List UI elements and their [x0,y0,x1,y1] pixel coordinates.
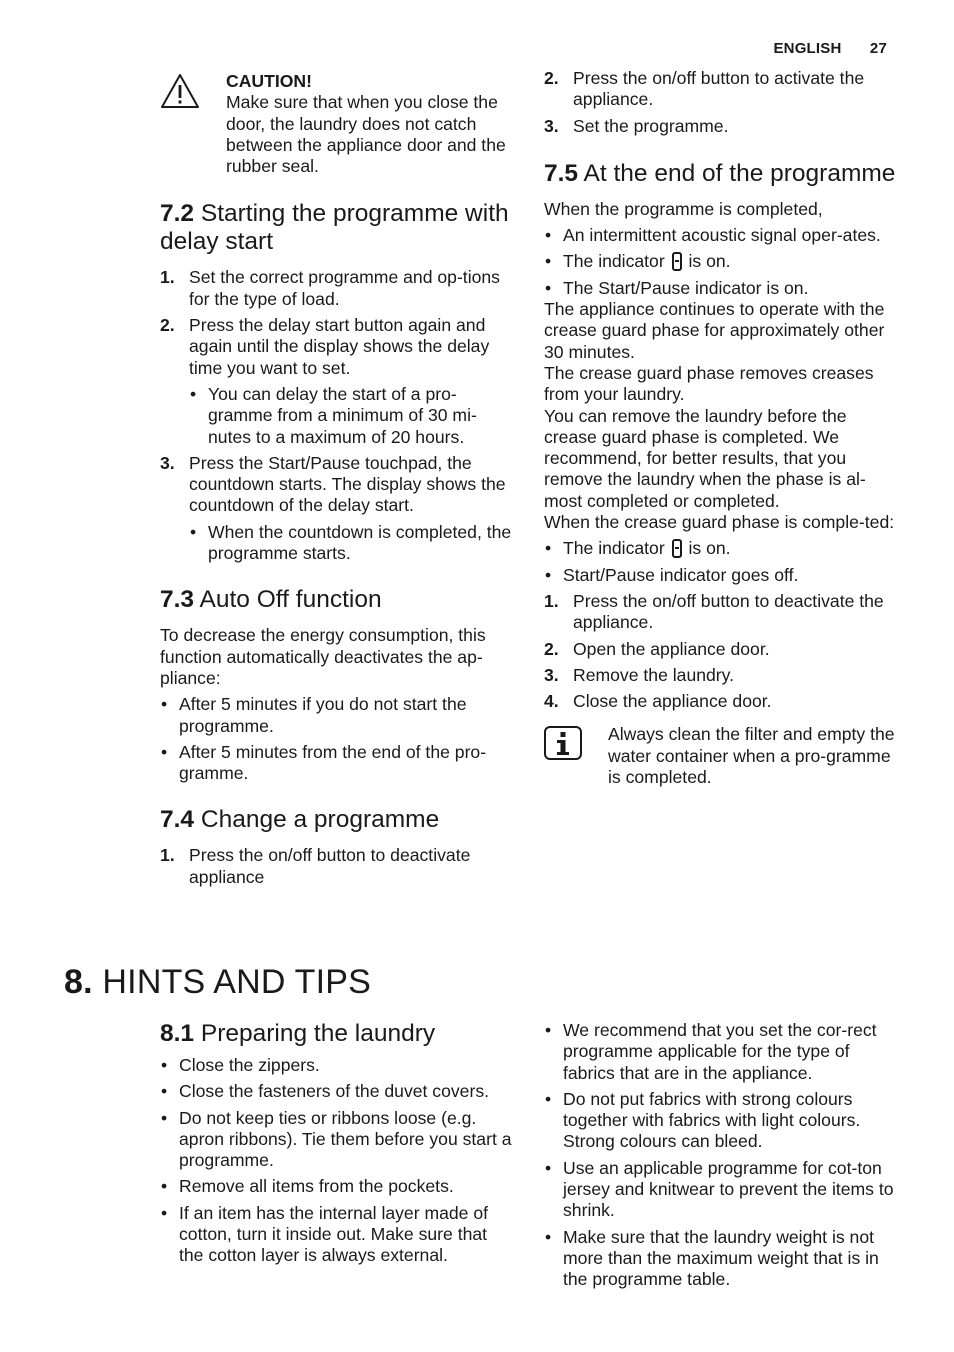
list-item [160,453,515,564]
info-text: Always clean the filter and empty the water container when a pro-gramme is completed. [608,724,895,788]
caution-title: CAUTION! [226,71,313,91]
bullet-text: Start/Pause indicator goes off. [563,564,799,585]
section-7-5-steps [544,591,900,712]
bullet-icon: • [190,383,197,404]
section-8-1-bullets-left [160,1055,515,1267]
caution-box [160,71,515,177]
list-item [160,694,515,737]
sub-item-text: When the countdown is completed, the programme starts. [208,521,512,564]
list-item [160,742,515,785]
bullet-text: Close the fasteners of the duvet covers. [179,1081,490,1102]
list-item [544,1089,900,1153]
bullet-icon: • [545,538,552,559]
bullet-icon: • [190,521,197,542]
bullet-icon: • [545,1020,552,1040]
bullet-icon: • [545,564,552,585]
bullet-text: After 5 minutes if you do not start the programme. [179,694,467,736]
bullet-icon: • [545,225,552,246]
chapter-number: 8. [64,963,93,1001]
step-text: Press the delay start button again and again until the display shows the delay time you want to set. [189,315,490,378]
section-7-3-title: Auto Off function [199,586,382,614]
bullet-icon: • [161,1107,168,1128]
step-text: Press the Start/Pause touchpad, the countdown starts. The display shows the countdown of the delay start. [189,452,506,516]
sub-item-text: You can delay the start of a pro-gramme from a minimum of 30 mi-nutes to a maximum of 20 hours. [208,383,477,447]
step-number: 3. [544,115,559,136]
step-text: Set the correct programme and op-tions for the type of load. [189,267,500,309]
step-number: 1. [160,845,175,866]
bullet-text: Use an applicable programme for cot-ton jersey and knitwear to prevent the items to shrink. [563,1157,894,1221]
chapter-title-text: HINTS AND TIPS [102,963,371,1001]
step-text: Press the on/off button to deactivate the appliance. [573,590,884,633]
right-column-lower [544,1020,900,1291]
step-number: 2. [544,638,559,659]
bullet-text: Remove all items from the pockets. [179,1176,454,1197]
section-7-5-bullets [544,225,900,299]
step-number: 1. [544,590,559,611]
list-item [544,116,900,137]
indicator-text-before: The indicator [563,538,665,559]
section-7-2-heading [160,200,515,256]
left-column-upper [160,71,515,888]
list-item [160,1108,515,1172]
section-7-3-heading [160,586,515,614]
warning-triangle-icon [160,73,200,109]
section-7-4-steps-left [160,845,515,888]
section-8-1-bullets-right [544,1020,900,1291]
list-item [544,691,900,712]
section-7-4-number: 7.4 [160,806,195,834]
bullet-icon: • [545,251,552,272]
section-8-1-number: 8.1 [160,1020,195,1047]
section-7-4-heading [160,806,515,834]
page-header [773,38,887,59]
info-note [544,724,900,788]
bullet-icon: • [161,741,168,762]
bullet-icon: • [545,1157,552,1178]
step-number: 3. [160,452,175,473]
step-text: Press the on/off button to activate the appliance. [573,68,865,110]
list-item [544,251,900,272]
paragraph: When the crease guard phase is comple-ted: [544,512,895,533]
list-item [189,522,515,565]
bullet-text: Close the zippers. [179,1055,320,1075]
section-7-5-heading [544,160,900,188]
section-7-3-intro: To decrease the energy consumption, this function automatically deactivates the ap-pliance: [160,625,486,688]
step-number: 2. [544,68,559,88]
list-item [544,639,900,660]
section-7-4-steps-right [544,68,900,137]
section-8-1-title: Preparing the laundry [200,1020,436,1047]
bullet-icon: • [545,1088,552,1109]
list-item [544,665,900,686]
info-icon [544,726,582,760]
bullet-text: Make sure that the laundry weight is not more than the maximum weight that is in the programme table. [563,1226,879,1290]
indicator-text-after: is on. [688,251,731,272]
list-item [544,1020,900,1084]
bullet-icon: • [161,1202,168,1223]
bullet-icon: • [161,1176,168,1197]
section-7-3-number: 7.3 [160,586,195,614]
list-item [160,1203,515,1267]
list-item [160,267,515,310]
bullet-icon: • [545,277,552,298]
paragraph: You can remove the laundry before the crease guard phase is completed. We recommend, for better results, that you remove the laundry when the phase is al-most completed or completed. [544,405,866,511]
list-item [160,845,515,888]
step-text: Open the appliance door. [573,638,770,659]
page-number: 27 [869,40,887,57]
list-item [160,1176,515,1197]
section-7-2-title: Starting the programme with delay start [160,200,509,256]
bullet-text: Do not keep ties or ribbons loose (e.g. apron ribbons). Tie them before you start a programme. [179,1107,512,1171]
list-item [544,278,900,299]
indicator-icon [672,539,682,558]
list-item [544,225,900,246]
list-item [160,1055,515,1076]
list-item [544,591,900,634]
list-item [544,565,900,586]
step-number: 4. [544,691,559,712]
bullet-text: The Start/Pause indicator is on. [563,277,809,298]
step-text: Set the programme. [573,115,729,136]
list-item [544,1227,900,1291]
section-7-5-intro: When the programme is completed, [544,198,823,219]
caution-text: Make sure that when you close the door, the laundry does not catch between the appliance door and the rubber seal. [226,92,506,177]
section-8-1-heading [160,1020,515,1048]
left-column-lower [160,1020,515,1267]
section-7-4-title: Change a programme [200,806,440,834]
indicator-text-before: The indicator [563,251,665,272]
step-text: Remove the laundry. [573,664,735,685]
step-text: Close the appliance door. [573,691,772,712]
paragraph: The crease guard phase removes creases from your laundry. [544,362,874,405]
section-7-5-title: At the end of the programme [583,159,896,187]
header-language: ENGLISH [773,40,842,57]
bullet-text: If an item has the internal layer made of cotton, turn it inside out. Make sure that the cotton layer is always external. [179,1202,489,1266]
section-7-2-number: 7.2 [160,200,195,228]
list-item [544,1158,900,1222]
bullet-text: An intermittent acoustic signal oper-ates. [563,225,881,246]
list-item [160,1081,515,1102]
chapter-title [64,960,371,1004]
bullet-icon: • [161,1081,168,1102]
bullet-text: We recommend that you set the cor-rect programme applicable for the type of fabrics that are in the appliance. [563,1020,877,1083]
indicator-icon [672,252,682,271]
step-number: 2. [160,315,175,336]
step-number: 3. [544,664,559,685]
sub-list [189,522,515,565]
list-item [544,538,900,559]
section-7-5-number: 7.5 [544,159,579,187]
paragraph: The appliance continues to operate with the crease guard phase for approximately other 30 minutes. [544,299,885,362]
bullet-text: Do not put fabrics with strong colours together with fabrics with light colours. Strong colours can bleed. [563,1088,861,1152]
right-column-upper [544,68,900,788]
list-item [189,384,515,448]
section-7-3-bullets [160,694,515,784]
step-number: 1. [160,267,175,288]
indicator-text-after: is on. [688,538,731,559]
bullet-icon: • [161,1055,168,1075]
bullet-icon: • [161,694,168,715]
step-text: Press the on/off button to deactivate appliance [189,845,471,887]
list-item [544,68,900,111]
bullet-icon: • [545,1226,552,1247]
sub-list [189,384,515,448]
list-item [160,315,515,448]
section-7-2-steps [160,267,515,564]
bullet-text: After 5 minutes from the end of the pro-gramme. [179,741,487,784]
section-7-5-bullets-2 [544,538,900,586]
